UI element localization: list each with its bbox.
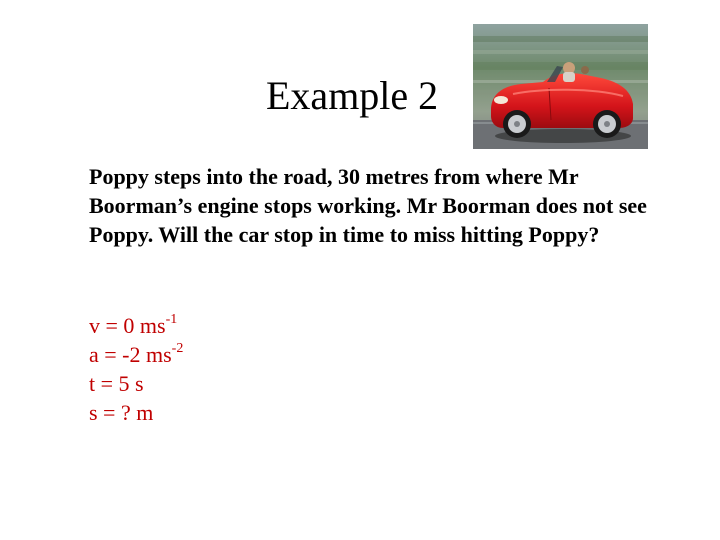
slide-title: Example 2 [266,73,439,118]
problem-statement: Poppy steps into the road, 30 metres from where Mr Boorman’s engine stops working. Mr Boorman does not see Poppy. Will the car stop in time to miss hitting Poppy? [89,164,647,247]
equation-time [89,369,183,398]
equation-text: a = -2 ms [89,342,172,367]
equation-list [89,311,183,427]
equation-unit-exponent: -1 [165,312,178,327]
equation-text: s = ? m [89,400,154,425]
equation-text: v = 0 ms [89,313,166,338]
equation-displacement [89,398,183,427]
equation-unit-exponent: -2 [171,341,184,356]
equation-text: t = 5 s [89,371,144,396]
equation-velocity [89,311,183,340]
equation-acceleration [89,340,183,369]
red-car-photo [473,24,648,149]
